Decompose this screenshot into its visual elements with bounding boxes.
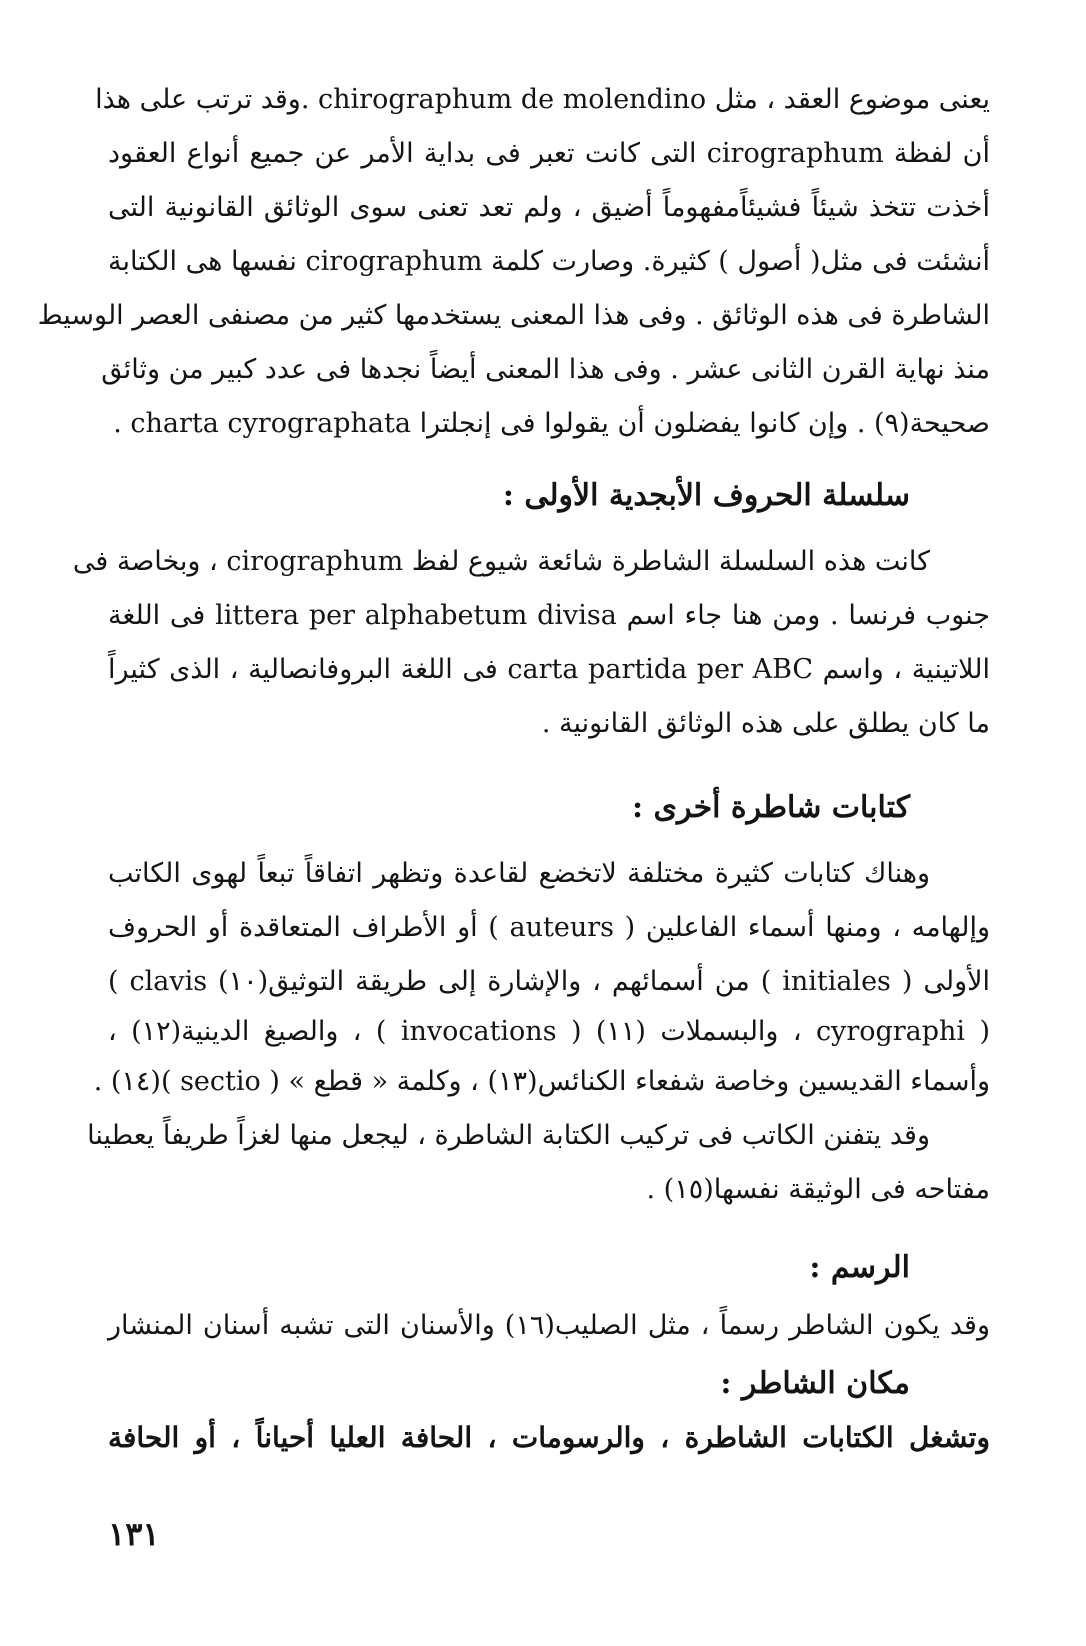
text-line: وقد يتفنن الكاتب فى تركيب الكتابة الشاطرة ، ليجعل منها لغزاً طريفاً يعطينا <box>87 1120 930 1151</box>
section-heading: الرسم : <box>809 1250 910 1285</box>
text-line: جنوب فرنسا . ومن هنا جاء اسم littera per alphabetum divisa فى اللغة <box>108 600 990 631</box>
text-line: وإلهامه ، ومنها أسماء الفاعلين ( auteurs ) أو الأطراف المتعاقدة أو الحروف <box>108 912 990 943</box>
section-heading: مكان الشاطر : <box>720 1366 910 1401</box>
text-line: وقد يكون الشاطر رسماً ، مثل الصليب(١٦) والأسنان التى تشبه أسنان المنشار <box>108 1310 990 1341</box>
text-line: أن لفظة cirographum التى كانت تعبر فى بداية الأمر عن جميع أنواع العقود <box>108 138 990 169</box>
text-line: صحيحة(٩) . وإن كانوا يفضلون أن يقولوا فى إنجلترا charta cyrographata . <box>113 408 990 439</box>
text-line: وتشغل الكتابات الشاطرة ، والرسومات ، الحافة العليا أحياناً ، أو الحافة <box>108 1421 990 1454</box>
text-line: وأسماء القديسين وخاصة شفعاء الكنائس(١٣) ، وكلمة « قطع » ( sectio )(١٤) . <box>93 1066 990 1097</box>
text-line: يعنى موضوع العقد ، مثل chirographum de molendino .وقد ترتب على هذا <box>95 84 990 115</box>
document-page <box>37 62 991 1622</box>
text-line: منذ نهاية القرن الثانى عشر . وفى هذا المعنى أيضاً نجدها فى عدد كبير من وثائق <box>101 354 990 385</box>
text-line: اللاتينية ، واسم carta partida per ABC فى اللغة البروفانصالية ، الذى كثيراً <box>108 654 990 685</box>
text-line: أنشئت فى مثل( أصول ) كثيرة. وصارت كلمة cirographum نفسها هى الكتابة <box>108 246 990 277</box>
page-number: ١٣١ <box>108 1515 160 1553</box>
text-line: كانت هذه السلسلة الشاطرة شائعة شيوع لفظ cirographum ، وبخاصة فى <box>72 546 930 577</box>
section-heading: كتابات شاطرة أخرى : <box>632 790 910 825</box>
text-line: أخذت تتخذ شيئاً فشيئاًمفهوماً أضيق ، ولم تعد تعنى سوى الوثائق القانونية التى <box>108 192 990 223</box>
section-heading: سلسلة الحروف الأبجدية الأولى : <box>502 478 910 513</box>
text-line: ( cyrographi ، والبسملات (١١) ( invocations ) ، والصيغ الدينية(١٢) ، <box>108 1016 990 1047</box>
text-line: الأولى ( initiales ) من أسمائهم ، والإشارة إلى طريقة التوثيق(١٠) clavis ) <box>108 966 991 997</box>
text-line: مفتاحه فى الوثيقة نفسها(١٥) . <box>646 1174 990 1205</box>
text-line: الشاطرة فى هذه الوثائق . وفى هذا المعنى يستخدمها كثير من مصنفى العصر الوسيط <box>37 300 990 331</box>
text-line: وهناك كتابات كثيرة مختلفة لاتخضع لقاعدة وتظهر اتفاقاً تبعاً لهوى الكاتب <box>108 858 930 889</box>
text-line: ما كان يطلق على هذه الوثائق القانونية . <box>541 708 990 739</box>
